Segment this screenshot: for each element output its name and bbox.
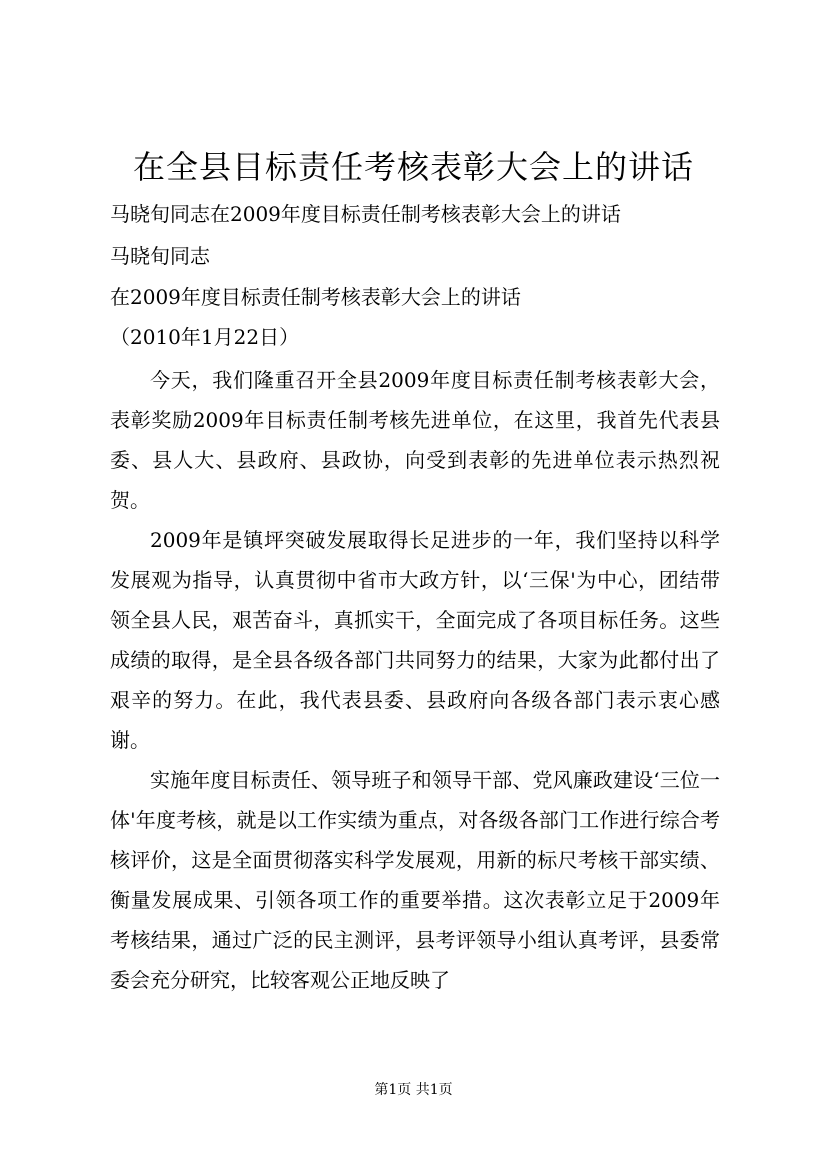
page-footer: 第1页 共1页: [374, 1082, 453, 1098]
paragraph-1: 今天，我们隆重召开全县2009年度目标责任制考核表彰大会，表彰奖励2009年目标责任制考核先进单位，在这里，我首先代表县委、县人大、县政府、县政协，向受到表彰的先进单位表示热烈祝贺。: [110, 368, 720, 512]
paragraph-2: 2009年是镇坪突破发展取得长足进步的一年，我们坚持以科学发展观为指导，认真贯彻中省市大政方针，以‘三保'为中心，团结带领全县人民，艰苦奋斗，真抓实干，全面完成了各项目标任务。这些成绩的取得，是全县各级各部门共同努力的结果，大家为此都付出了艰辛的努力。在此，我代表县委、县政府向各级各部门表示衷心感谢。: [110, 528, 720, 752]
subtitle-line: 马晓旬同志在2009年度目标责任制考核表彰大会上的讲话: [110, 202, 621, 226]
document-title: 在全县目标责任考核表彰大会上的讲话: [132, 148, 694, 186]
event-line: 在2009年度目标责任制考核表彰大会上的讲话: [110, 285, 521, 309]
date-line: （2010年1月22日）: [110, 325, 300, 349]
speaker-line: 马晓旬同志: [110, 244, 210, 268]
paragraph-3: 实施年度目标责任、领导班子和领导干部、党风廉政建设‘三位一体'年度考核，就是以工作实绩为重点，对各级各部门工作进行综合考核评价，这是全面贯彻落实科学发展观，用新的标尺考核干部实绩、衡量发展成果、引领各项工作的重要举措。这次表彰立足于2009年考核结果，通过广泛的民主测评，县考评领导小组认真考评，县委常委会充分研究，比较客观公正地反映了: [110, 768, 720, 992]
